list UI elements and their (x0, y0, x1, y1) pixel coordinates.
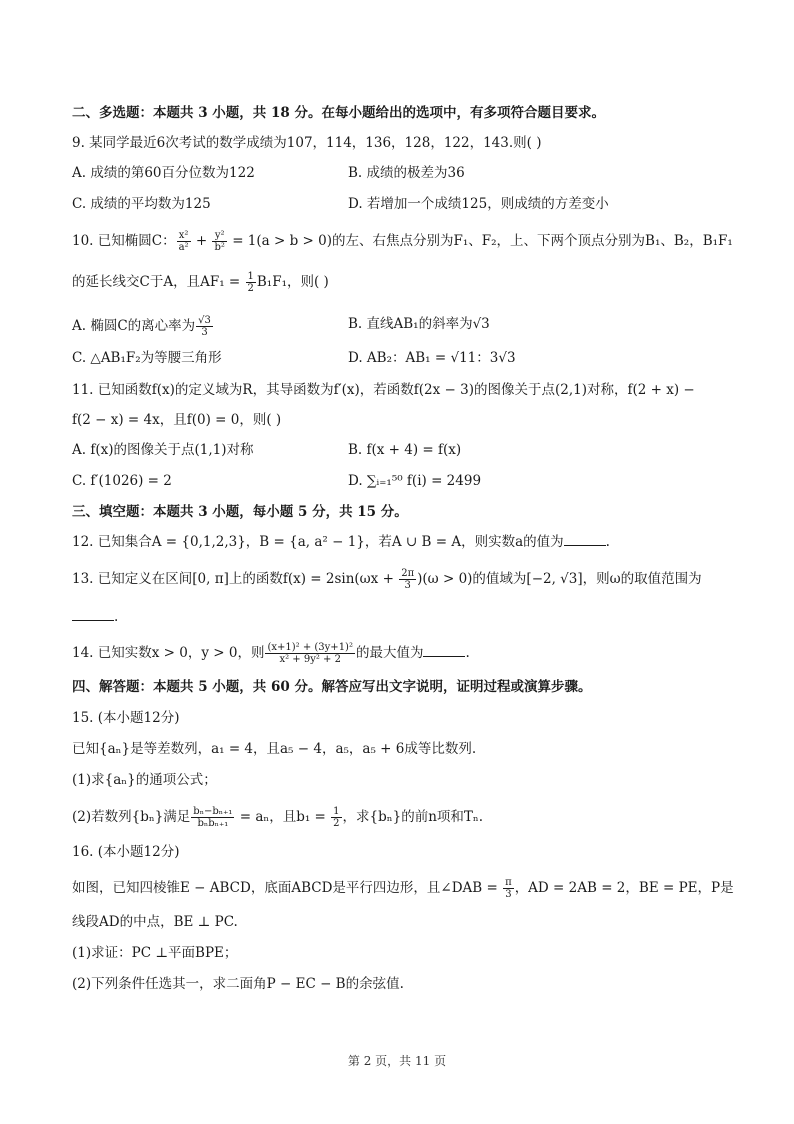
q10-line1: 10. 已知椭圆C： $\frac{\text{x²}}{\text{a²}}$ + $\frac{\text{y²}}{\text{b²}}$ = 1(a > b > 0)的左、右焦点分别为F₁、F₂，上、下两个顶点分别为B₁、B₂，B₁F₁ (72, 230, 733, 253)
page-footer: 第 2 页，共 11 页 (347, 1054, 447, 1068)
q16-line1: 如图，已知四棱锥E − ABCD，底面ABCD是平行四边形，且∠DAB = $\frac{\pi}{3}$ ，AD = 2AB = 2，BE = PE，P是 (72, 877, 734, 900)
q10-half: $\frac{1}{2}$ (247, 271, 254, 294)
q16-part2: (2)下列条件任选其一，求二面角P − EC − B的余弦值. (72, 976, 404, 992)
q14-answer-blank (423, 656, 465, 657)
q14-text: 14. 已知实数x > 0，y > 0，则 $\frac{\text{(x+1)² + (3y+1)²}}{\text{x² + 9y² + 2}}$ 的最大值为 . (72, 642, 470, 665)
q15-line1: 已知{aₙ}是等差数列，a₁ = 4，且a₅ − 4，a₅，a₅ + 6成等比数列. (72, 741, 477, 757)
q15-part1: (1)求{aₙ}的通项公式； (72, 772, 217, 788)
q9-option-a: A. 成绩的第60百分位数为122 (72, 165, 255, 181)
q11-option-a: A. f(x)的图像关于点(1,1)对称 (72, 442, 254, 458)
q11-line1: 11. 已知函数f(x)的定义域为R，其导函数为f′(x)，若函数f(2x − 3)的图像关于点(2,1)对称，f(2 + x) − (72, 382, 695, 398)
q11-option-c: C. f′(1026) = 2 (72, 473, 172, 489)
q10-suffix: = 1(a > b > 0)的左、右焦点分别为F₁、F₂，上、下两个顶点分别为B₁、B₂，B₁F₁ (227, 233, 733, 249)
q10-option-d: D. AB₂：AB₁ = √11：3√3 (348, 350, 516, 366)
section-3-title: 三、填空题：本题共 3 小题，每小题 5 分，共 15 分。 (72, 504, 408, 520)
q9-stem: 9. 某同学最近6次考试的数学成绩为107，114，136，128，122，143.则( ) (72, 135, 542, 151)
q10-option-b: B. 直线AB₁的斜率为√3 (348, 316, 490, 332)
q16-head: 16. (本小题12分) (72, 844, 180, 860)
q10-frac-y: $\frac{\text{y²}}{\text{b²}}$ (214, 230, 225, 253)
q10-frac-x: $\frac{\text{x²}}{\text{a²}}$ (178, 230, 189, 253)
q11-option-b: B. f(x + 4) = f(x) (348, 442, 462, 458)
q12-text: 12. 已知集合A = {0,1,2,3}，B = {a, a² − 1}，若A ∪ B = A，则实数a的值为 . (72, 534, 610, 550)
q9-option-b: B. 成绩的极差为36 (348, 165, 465, 181)
q15-part2: (2)若数列{bₙ}满足 $\frac{\text{bₙ−bₙ₊₁}}{\text{bₙbₙ₊₁}}$ = aₙ，且b₁ = $\frac{1}{2}$ ，求{bₙ}的前n项和Tₙ. (72, 806, 484, 829)
q10-option-c: C. △AB₁F₂为等腰三角形 (72, 350, 222, 366)
q12-answer-blank (564, 545, 606, 546)
q16-line2: 线段AD的中点，BE ⊥ PC. (72, 914, 238, 930)
section-2-title: 二、多选题：本题共 3 小题，共 18 分。在每小题给出的选项中，有多项符合题目要求。 (72, 105, 605, 121)
q16-part1: (1)求证：PC ⊥平面BPE； (72, 945, 238, 961)
q11-line2: f(2 − x) = 4x，且f(0) = 0，则( ) (72, 412, 282, 428)
q13-line1: 13. 已知定义在区间[0, π]上的函数f(x) = 2sin(ωx + $\frac{2\pi}{3}$ )(ω > 0)的值域为[−2, √3]，则ω的取值范围为 (72, 568, 702, 591)
q13-line2: . (72, 608, 118, 626)
q10-line2: 的延长线交C于A，且AF₁ = $\frac{1}{2}$ B₁F₁，则( ) (72, 271, 329, 294)
q9-option-c: C. 成绩的平均数为125 (72, 196, 211, 212)
q10-option-a: A. 椭圆C的离心率为 $\frac{√3}{3}$ (72, 315, 211, 338)
q9-option-d: D. 若增加一个成绩125，则成绩的方差变小 (348, 196, 609, 212)
q10-prefix: 10. 已知椭圆C： (72, 233, 176, 249)
section-4-title: 四、解答题：本题共 5 小题，共 60 分。解答应写出文字说明，证明过程或演算步骤。 (72, 679, 592, 695)
q13-answer-blank (72, 620, 114, 621)
q15-head: 15. (本小题12分) (72, 710, 180, 726)
q11-option-d: D. ∑ᵢ₌₁⁵⁰ f(i) = 2499 (348, 473, 482, 489)
